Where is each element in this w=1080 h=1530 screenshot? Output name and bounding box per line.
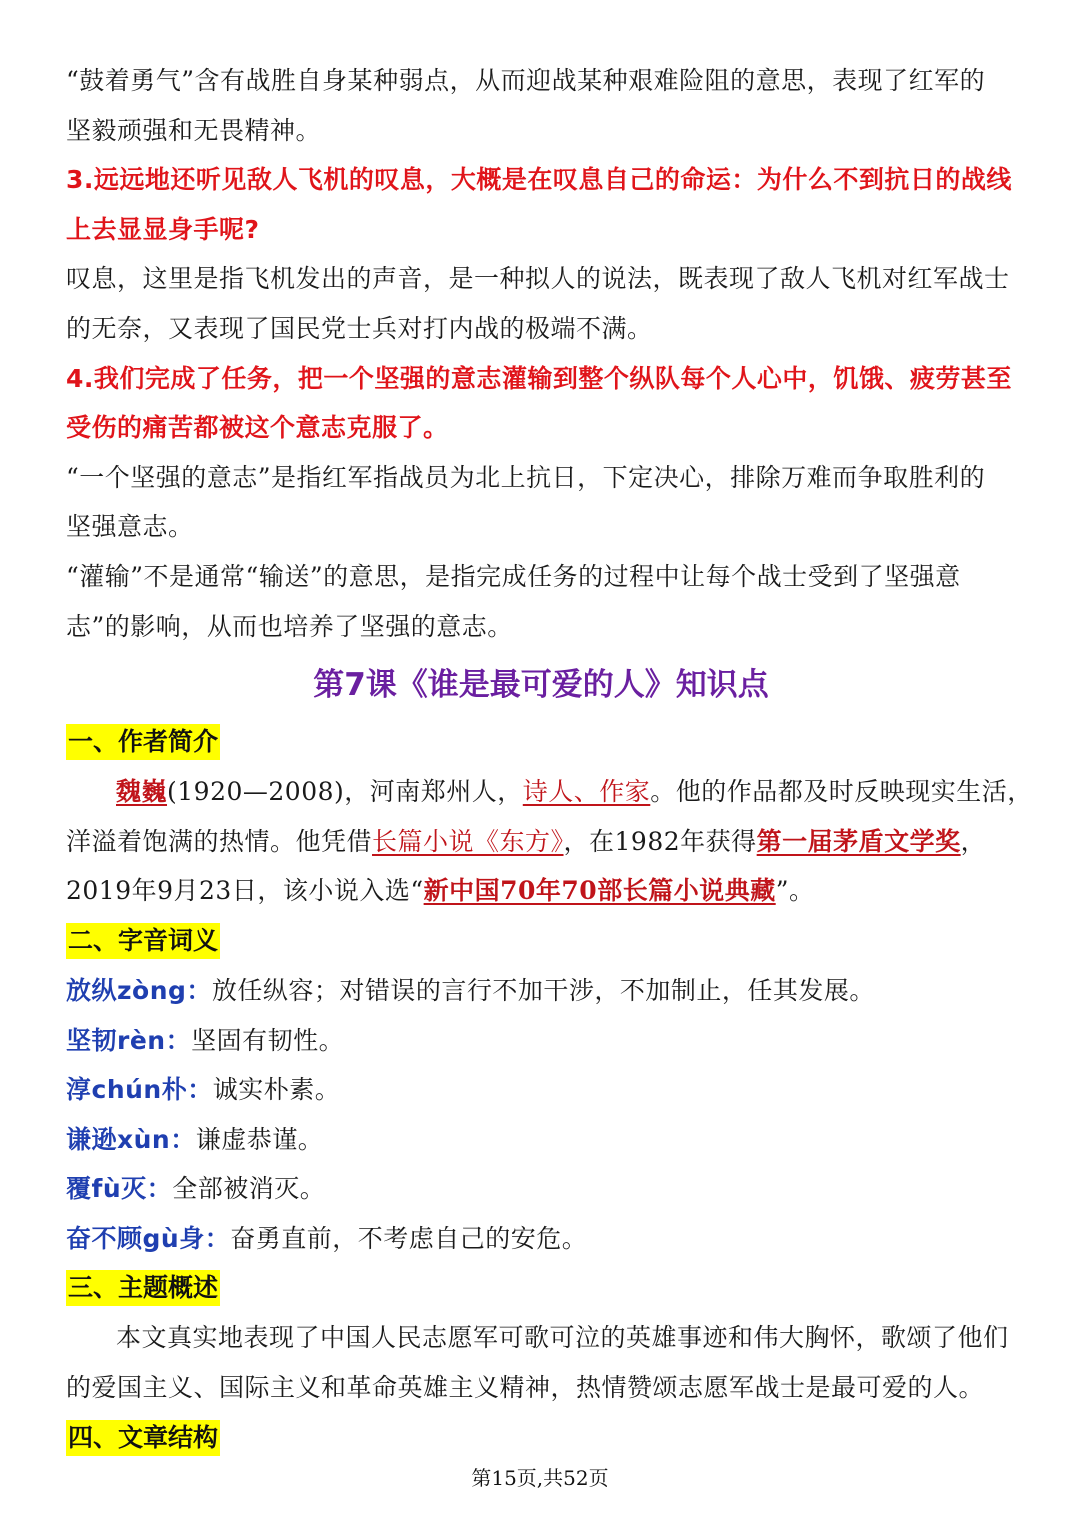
award-name: 第一届茅盾文学奖 <box>756 826 961 856</box>
answer-4-line: “一个坚强的意志”是指红军指战员为北上抗日，下定决心，排除万难而争取胜利的 <box>66 462 986 492</box>
author-years: (1920—2008)，河南郑州人， <box>167 777 523 807</box>
answer-4-line: “灌输”不是通常“输送”的意思，是指完成任务的过程中让每个战士受到了坚强意 <box>66 561 961 591</box>
page-number: 第15页,共52页 <box>471 1466 609 1490</box>
answer-4-line: 志”的影响，从而也培养了坚强的意志。 <box>66 611 513 641</box>
vocab-definition: 奋勇直前，不考虑自己的安危。 <box>230 1223 588 1253</box>
question-4-line: 4.我们完成了任务，把一个坚强的意志灌输到整个纵队每个人心中，饥饿、疲劳甚至 <box>66 363 1012 393</box>
question-3-line: 3.远远地还听见敌人飞机的叹息，大概是在叹息自己的命运：为什么不到抗日的战线 <box>66 165 1012 195</box>
section-heading-row <box>66 916 1016 966</box>
vocab-term: 坚韧rèn： <box>66 1025 192 1055</box>
section-heading-row <box>66 1413 1016 1463</box>
section-heading: 四、文章结构 <box>66 1420 220 1456</box>
question-4-line: 受伤的痛苦都被这个意志克服了。 <box>66 413 449 443</box>
vocab-definition: 诚实朴素。 <box>212 1075 341 1105</box>
intro-text: ， <box>960 826 987 856</box>
answer-3-line: 的无奈，又表现了国民党士兵对打内战的极端不满。 <box>66 313 653 343</box>
vocab-item <box>66 1016 1016 1066</box>
vocab-item <box>66 1115 1016 1165</box>
paragraph-line: “鼓着勇气”含有战胜自身某种弱点，从而迎战某种艰难险阻的意思，表现了红军的 <box>66 66 986 95</box>
section-heading: 三、主题概述 <box>66 1270 220 1306</box>
vocab-term: 谦逊xùn： <box>66 1124 196 1154</box>
intro-text: 。他的作品都及时反映现实生活， <box>650 777 1033 807</box>
intro-text: 洋溢着饱满的热情。他凭借 <box>66 826 373 856</box>
vocab-item <box>66 1214 1016 1264</box>
vocab-definition: 坚固有韧性。 <box>191 1025 345 1055</box>
intro-text: ”。 <box>775 876 815 906</box>
answer-4-line: 坚强意志。 <box>66 512 194 542</box>
vocab-term: 奋不顾gù身： <box>66 1223 231 1253</box>
section-heading-row <box>66 1263 1016 1313</box>
theme-line: 本文真实地表现了中国人民志愿军可歌可泣的英雄事迹和伟大胸怀，歌颂了他们 <box>116 1323 1009 1353</box>
vocab-item <box>66 1164 1016 1214</box>
section-heading: 二、字音词义 <box>66 923 220 959</box>
section-heading: 一、作者简介 <box>66 724 220 760</box>
section-heading-row <box>66 717 1016 767</box>
vocab-term: 放纵zòng： <box>66 975 212 1005</box>
theme-line: 的爱国主义、国际主义和革命英雄主义精神，热情赞颂志愿军战士是最可爱的人。 <box>66 1373 985 1403</box>
vocab-term: 淳chún朴： <box>66 1075 213 1105</box>
vocab-term: 覆fù灭： <box>66 1174 173 1204</box>
document-page <box>66 56 1033 1463</box>
vocab-definition: 全部被消灭。 <box>172 1174 326 1204</box>
intro-text: 2019年9月23日，该小说入选“ <box>66 876 424 906</box>
author-intro-line <box>66 817 1016 867</box>
novel-title: 长篇小说《东方》 <box>372 826 564 856</box>
vocab-definition: 谦虚恭谨。 <box>195 1124 324 1154</box>
author-name: 魏巍 <box>116 777 168 807</box>
answer-3-line: 叹息，这里是指飞机发出的声音，是一种拟人的说法，既表现了敌人飞机对红军战士 <box>66 264 1010 294</box>
author-intro-line <box>66 767 1033 817</box>
paragraph-line: 坚毅顽强和无畏精神。 <box>66 115 322 145</box>
intro-text: ，在1982年获得 <box>563 826 757 856</box>
collection-name: 新中国70年70部长篇小说典藏 <box>423 876 776 906</box>
author-intro-line <box>66 866 1016 916</box>
author-roles: 诗人、作家 <box>522 777 651 807</box>
vocab-item <box>66 966 1016 1016</box>
vocab-item <box>66 1065 1016 1115</box>
vocab-definition: 放任纵容；对错误的言行不加干涉，不加制止，任其发展。 <box>211 975 875 1005</box>
lesson-title: 第7课《谁是最可爱的人》知识点 <box>313 667 769 704</box>
question-3-line: 上去显显身手呢? <box>66 214 260 244</box>
